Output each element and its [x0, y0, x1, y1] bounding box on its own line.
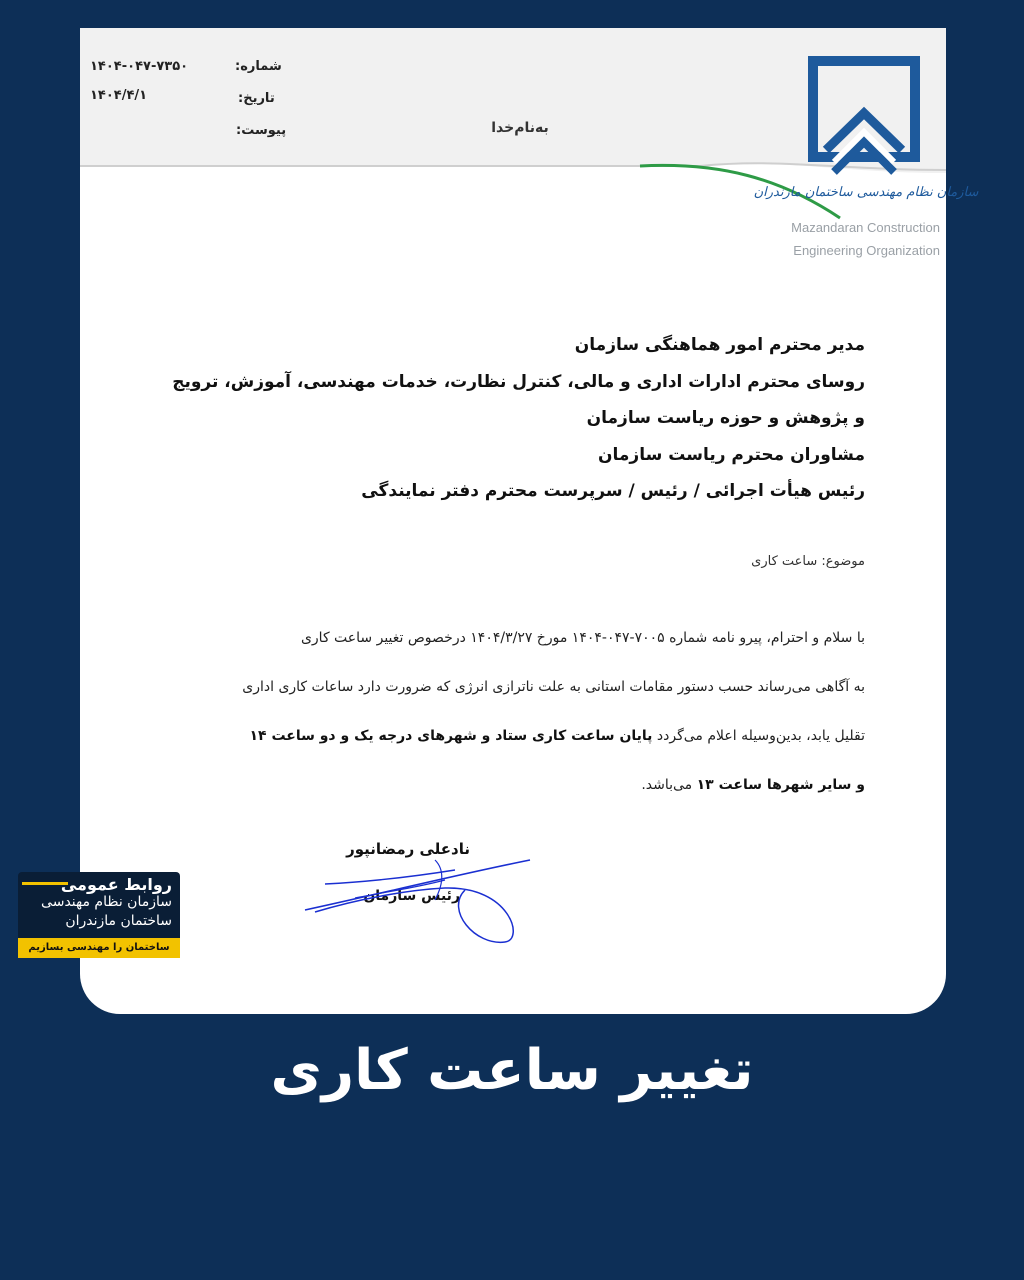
body-text-bold: و سایر شهرها ساعت ۱۳ [696, 777, 865, 793]
organization-logo [753, 58, 979, 218]
body-text-normal: می‌باشد. [641, 777, 693, 793]
signature-scribble [295, 840, 535, 950]
addressee-line: روسای محترم ادارات اداری و مالی، کنترل نظارت، خدمات مهندسی، آموزش، ترویج [172, 371, 865, 392]
badge-line1: روابط عمومی [60, 875, 172, 894]
addressee-line: و پژوهش و حوزه ریاست سازمان [586, 408, 865, 428]
basmala: به‌نام‌خدا [491, 120, 549, 136]
addressee-line: مدیر محترم امور هماهنگی سازمان [574, 335, 865, 355]
letter-card [80, 28, 979, 1014]
main-title: تغییر ساعت کاری [270, 1038, 754, 1103]
signer-name: نادعلی رمضانپور [346, 840, 470, 858]
body-line: به آگاهی می‌رساند حسب دستور مقامات استانی به علت ناترازی انرژی که ضرورت دارد ساعات کاری اداری [242, 679, 865, 695]
badge-line2: سازمان نظام مهندسی [41, 894, 172, 910]
subject-line: موضوع: ساعت کاری [751, 554, 865, 569]
signer-title: رئیس سازمان [363, 888, 460, 904]
addressee-list [165, 328, 865, 511]
date-value: ۱۴۰۴/۴/۱ [90, 88, 148, 103]
org-name-en [770, 216, 940, 262]
attachment-label: پیوست: [236, 123, 287, 138]
addressee-line: رئیس هیأت اجرائی / رئیس / سرپرست محترم دفتر نمایندگی [361, 481, 865, 501]
badge-slogan: ساختمان را مهندسی بسازیم [18, 938, 180, 958]
number-value: ۱۴۰۴-۰۴۷-۷۳۵۰ [90, 59, 189, 74]
org-name-en-line2: Engineering Organization [793, 243, 940, 258]
addressee-line: مشاوران محترم ریاست سازمان [598, 444, 865, 465]
body-line [165, 761, 865, 810]
org-name-en-line1: Mazandaran Construction [791, 220, 940, 235]
letter-body [165, 614, 865, 810]
org-name-fa: سازمان نظام مهندسی ساختمان مازندران [753, 185, 979, 200]
number-label: شماره: [235, 59, 282, 74]
body-line: با سلام و احترام، پیرو نامه شماره ۷۰۰۵-۰۴۷-۱۴۰۴ مورخ ۱۴۰۴/۳/۲۷ درخصوص تغییر ساعت کاری [300, 630, 865, 646]
date-label: تاریخ: [238, 91, 275, 106]
badge-line3: ساختمان مازندران [65, 913, 172, 929]
body-text-normal: تقلیل یابد، بدین‌وسیله اعلام می‌گردد [656, 728, 865, 744]
body-text-bold: پایان ساعت کاری ستاد و شهرهای درجه یک و دو ساعت ۱۴ [249, 728, 653, 744]
public-relations-badge [18, 872, 180, 958]
body-line [165, 712, 865, 761]
